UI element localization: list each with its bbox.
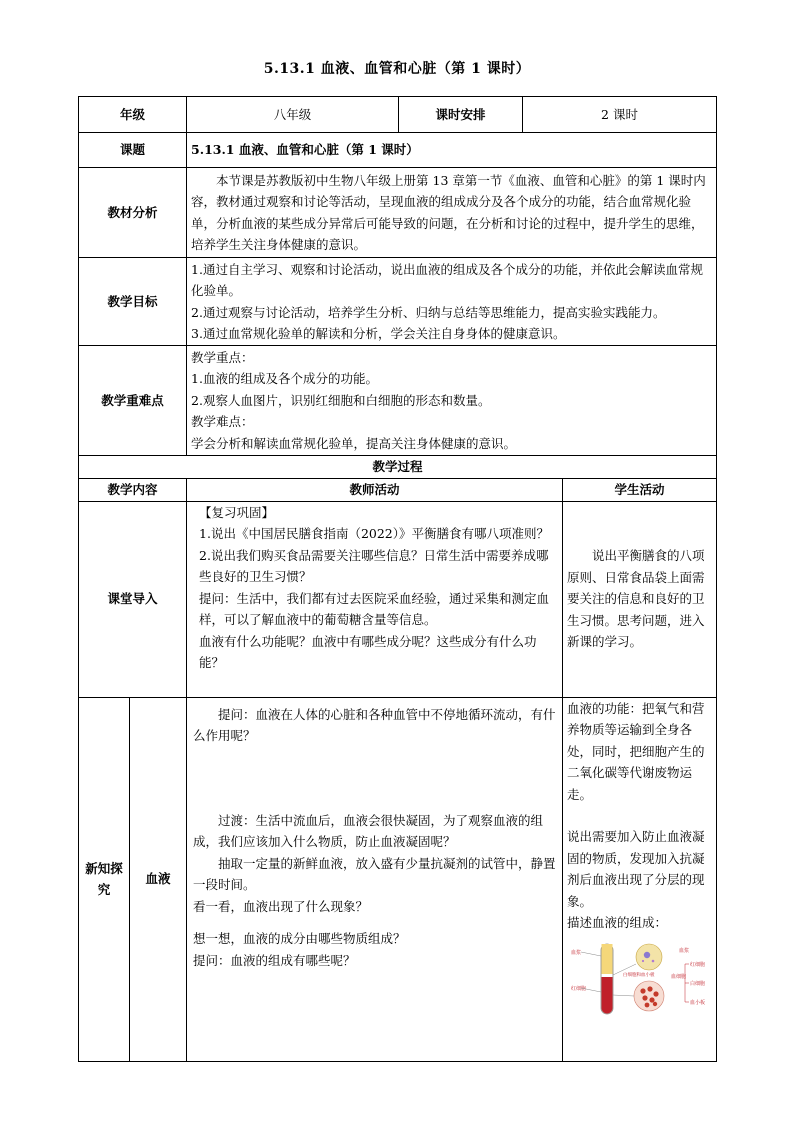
explore-student-describe: 描述血液的组成：: [567, 915, 668, 930]
key-points-content: [187, 346, 717, 456]
intro-teacher-line: 1.说出《中国居民膳食指南（2022）》平衡膳食有哪八项准则？: [199, 526, 550, 541]
tube-label-top: 血浆: [571, 949, 582, 956]
intro-teacher-line: 【复习巩固】: [199, 504, 275, 520]
explore-teacher-think: 想一想，血液的成分由哪些物质组成？: [193, 931, 406, 946]
rbc-layer: [602, 977, 613, 1014]
col-student-header: 学生活动: [563, 479, 717, 502]
explore-teacher-question: 提问：血液在人体的心脏和各种血管中不停地循环流动，有什么作用呢？: [193, 706, 556, 743]
header-row: [79, 97, 717, 133]
key-points-row: [79, 346, 717, 456]
explore-student-layers: 说出需要加入防止血液凝固的物质，发现加入抗凝剂后血液出现了分层的现象。: [567, 829, 705, 909]
goal-item: 2.通过观察与讨论活动，培养学生分析、归纳与总结等思维能力，提高实验实践能力。: [191, 304, 666, 320]
key-point-line: 2.观察人血图片，识别红细胞和白细胞的形态和数量。: [191, 392, 491, 408]
intro-teacher-line: 2.说出我们购买食品需要关注哪些信息？日常生活中需要养成哪些良好的卫生习惯？: [199, 547, 549, 584]
intro-label: 课堂导入: [79, 501, 187, 697]
explore-label: 新知探究: [79, 697, 130, 1061]
explore-student: [563, 697, 717, 1061]
goal-item: 1.通过自主学习、观察和讨论活动，说出血液的组成及各个成分的功能，并依此会解读血常规化验单。: [191, 261, 703, 298]
right-label-wbc: 白细胞: [690, 980, 706, 987]
explore-teacher: [187, 697, 563, 1061]
schedule-label: 课时安排: [399, 97, 523, 133]
intro-row: [79, 501, 717, 697]
lesson-plan-table: [78, 96, 717, 1062]
buffy-layer: [602, 974, 613, 977]
topic-row: [79, 133, 717, 168]
explore-student-function: 血液的功能：把氧气和营养物质等运输到全身各处，同时，把细胞产生的二氧化碳等代谢废物运走。: [567, 700, 705, 802]
explore-teacher-transition: 过渡：生活中流血后，血液会很快凝固，为了观察血液的组成，我们应该加入什么物质，防止血液凝固呢？: [193, 812, 544, 849]
explore-teacher-look: 看一看，血液出现了什么现象？: [193, 898, 369, 914]
process-title-row: [79, 456, 717, 479]
goals-content: [187, 258, 717, 346]
col-teacher-header: 教师活动: [187, 479, 563, 502]
analysis-label: 教材分析: [79, 168, 187, 258]
key-point-line: 教学重点：: [191, 349, 254, 365]
key-point-line: 1.血液的组成及各个成分的功能。: [191, 371, 378, 387]
key-point-line: 教学难点：: [191, 414, 254, 430]
schedule-value: 2 课时: [523, 97, 717, 133]
intro-teacher-line: 提问：生活中，我们都有过去医院采血经验，通过采集和测定血样，可以了解血液中的葡萄糖含量等信息。: [199, 590, 550, 627]
explore-teacher-question-2: 提问：血液的组成有哪些呢？: [193, 952, 356, 968]
tube-label-bottom: 红细胞: [571, 985, 587, 992]
goals-label: 教学目标: [79, 258, 187, 346]
grade-value: 八年级: [187, 97, 399, 133]
col-content-header: 教学内容: [79, 479, 187, 502]
goals-row: [79, 258, 717, 346]
blood-composition-diagram: [567, 940, 705, 1018]
right-label-cells: 血细胞: [671, 973, 687, 980]
explore-sublabel: 血液: [130, 697, 187, 1061]
process-header-row: [79, 479, 717, 502]
intro-teacher: [187, 501, 563, 697]
rbc-circle: [634, 981, 664, 1011]
right-label-rbc: 红细胞: [690, 961, 706, 968]
key-point-line: 学会分析和解读血常规化验单，提高关注身体健康的意识。: [191, 435, 517, 451]
intro-teacher-line: 血液有什么功能呢？血液中有哪些成分呢？这些成分有什么功能？: [199, 633, 537, 670]
right-label-plasma: 血浆: [679, 947, 690, 954]
topic-label: 课题: [79, 133, 187, 168]
intro-student: 说出平衡膳食的八项原则、日常食品袋上面需要关注的信息和良好的卫生习惯。思考问题，进入新课的学习。: [563, 501, 717, 697]
page-title: 5.13.1 血液、血管和心脏（第 1 课时）: [263, 61, 531, 77]
explore-teacher-extract: 抽取一定量的新鲜血液，放入盛有少量抗凝剂的试管中，静置一段时间。: [193, 855, 556, 892]
process-title: 教学过程: [79, 456, 717, 479]
plasma-layer: [602, 944, 613, 974]
wbc-cell: [644, 951, 650, 957]
grade-label: 年级: [79, 97, 187, 133]
explore-row: [79, 697, 717, 1061]
topic-value: 5.13.1 血液、血管和心脏（第 1 课时）: [187, 133, 717, 168]
analysis-row: [79, 168, 717, 258]
key-points-label: 教学重难点: [79, 346, 187, 456]
right-label-plt: 血小板: [690, 999, 706, 1006]
analysis-text: 本节课是苏教版初中生物八年级上册第 13 章第一节《血液、血管和心脏》的第 1 课时内容，教材通过观察和讨论等活动，呈现血液的组成成分及各个成分的功能，结合血常规化验单，分析血液的某些成分异常后可能导致的问题，在分析和讨论的过程中，提升学生的思维，培养学生关注身体健康的意识。: [187, 168, 717, 258]
goal-item: 3.通过血常规化验单的解读和分析，学会关注自身身体的健康意识。: [191, 326, 566, 341]
tube-label-mid: 白细胞和血小板: [623, 972, 655, 978]
